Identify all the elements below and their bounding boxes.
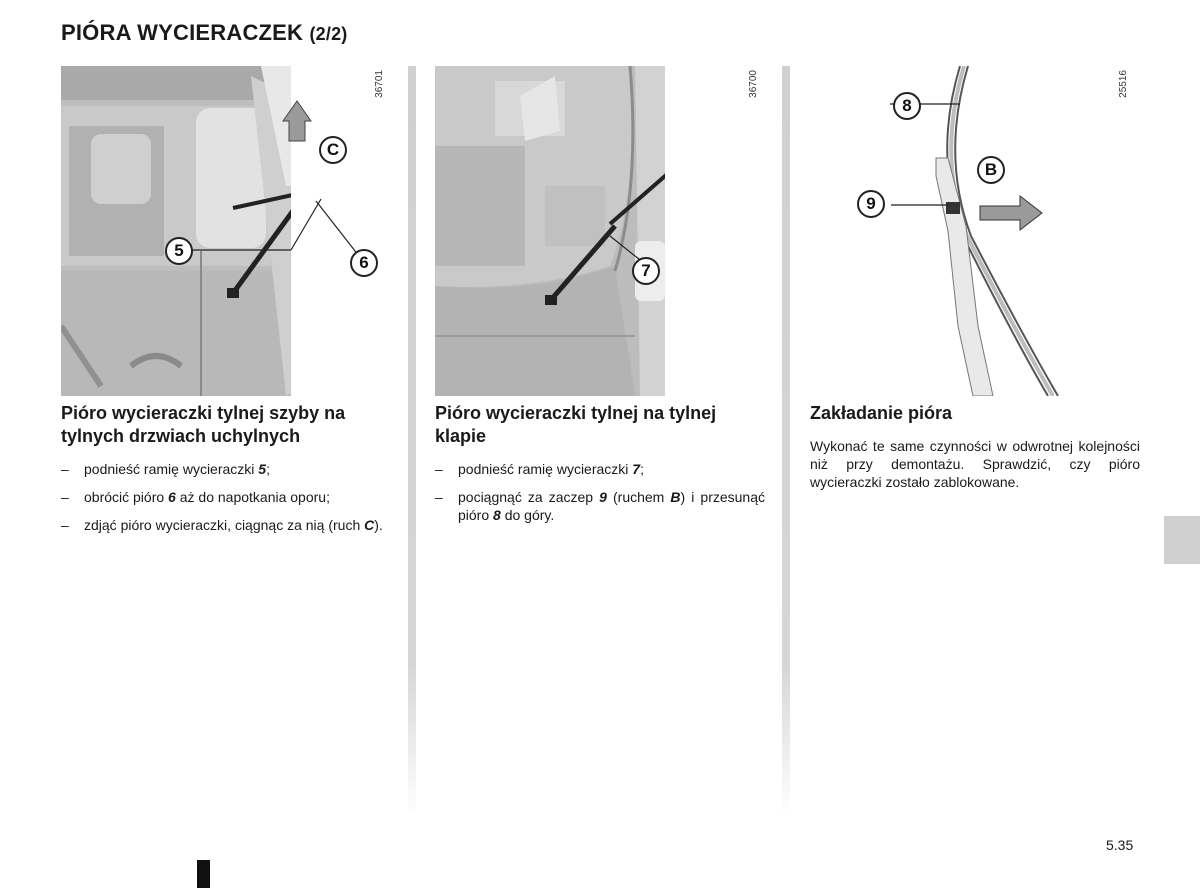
ref-number: 9 (599, 489, 607, 505)
crop-mark (197, 860, 210, 888)
section-body: Wykonać te same czynności w odwrotnej kolejności niż przy demontażu. Sprawdzić, czy pióro wycieraczki zostało zablokowane. (810, 438, 1140, 490)
section-blade-install (810, 402, 1140, 491)
figure-rear-door-wiper (61, 66, 394, 396)
instruction-list (61, 460, 391, 534)
ref-number: 7 (632, 461, 641, 477)
page-title-suffix: (2/2) (309, 24, 348, 44)
list-item: – zdjąć pióro wycieraczki, ciągnąc za nią (ruch C). (61, 517, 383, 533)
list-dash: – (435, 461, 443, 477)
ref-letter: C (364, 517, 375, 533)
ref-number: 6 (168, 489, 176, 505)
chapter-tab (1164, 516, 1200, 564)
callout-c: C (319, 136, 347, 164)
callout-9: 9 (857, 190, 885, 218)
callout-5: 5 (165, 237, 193, 265)
figure-code: 36701 (374, 70, 385, 98)
list-item: – podnieść ramię wycieraczki 7; (435, 461, 644, 477)
callout-6: 6 (350, 249, 378, 277)
ref-number: 8 (493, 507, 501, 523)
figure-code: 36700 (748, 70, 759, 98)
callout-8: 8 (893, 92, 921, 120)
section-rear-flap-wiper (435, 402, 765, 534)
section-heading: Zakładanie pióra (810, 403, 953, 423)
callout-7: 7 (632, 257, 660, 285)
section-heading: Pióro wycieraczki tylnej szyby na tylnych drzwiach uchylnych (61, 403, 346, 446)
list-dash: – (61, 489, 69, 505)
ref-number: 5 (258, 461, 267, 477)
list-item: – podnieść ramię wycieraczki 5; (61, 461, 270, 477)
rear-flap-wiper-illustration (435, 66, 770, 396)
figure-blade-detail (808, 66, 1148, 396)
section-rear-door-wiper (61, 402, 391, 544)
list-item: – pociągnąć za zaczep 9 (ruchem B) i przesunąć pióro 8 do góry. (435, 489, 766, 523)
column-divider (408, 66, 416, 816)
list-dash: – (61, 517, 69, 533)
page-title (61, 20, 347, 46)
list-item: – obrócić pióro 6 aż do napotkania oporu; (61, 489, 330, 505)
list-dash: – (61, 461, 69, 477)
blade-detail-illustration (808, 66, 1148, 396)
section-heading: Pióro wycieraczki tylnej na tylnej klapie (435, 403, 717, 446)
callout-b: B (977, 156, 1005, 184)
rear-door-wiper-illustration (61, 66, 394, 396)
page-number: 5.35 (1106, 837, 1134, 853)
figure-code: 25516 (1118, 70, 1129, 98)
column-divider (782, 66, 790, 816)
page-title-text: PIÓRA WYCIERACZEK (61, 20, 304, 45)
instruction-list (435, 460, 765, 524)
figure-rear-flap-wiper (435, 66, 770, 396)
ref-letter: B (670, 489, 681, 505)
list-dash: – (435, 489, 443, 505)
